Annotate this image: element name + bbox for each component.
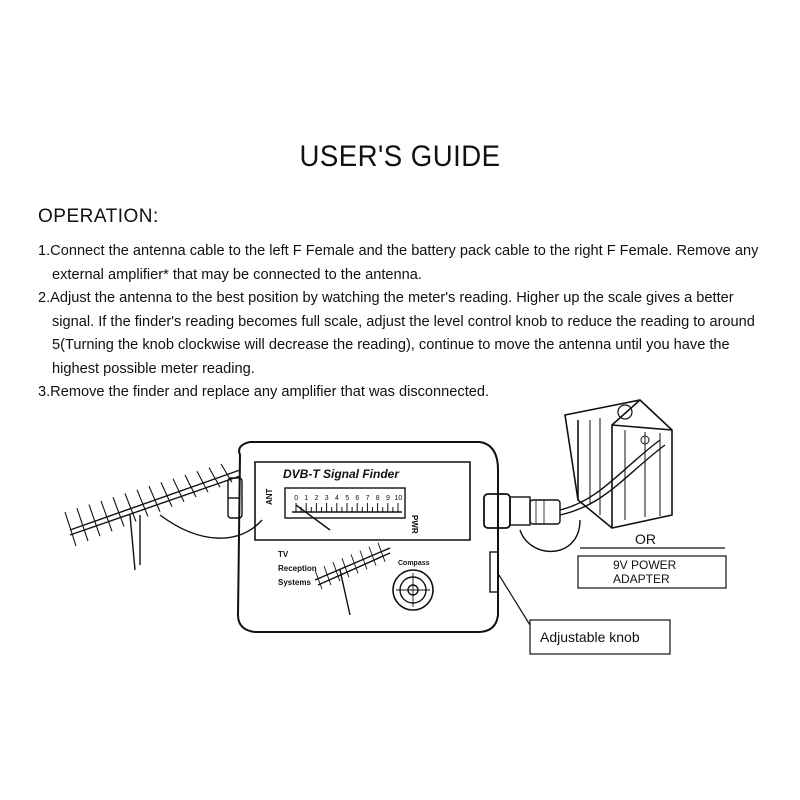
compass-label: Compass: [398, 560, 430, 567]
scale-tick-label: 4: [335, 495, 339, 502]
brand-line: TV: [278, 550, 289, 559]
instruction-step: 3.Remove the finder and replace any amplifier that was disconnected.: [38, 384, 490, 400]
scale-tick-label: 6: [355, 495, 360, 502]
pwr-label: PWR: [410, 515, 419, 534]
device-title: DVB-T Signal Finder: [283, 467, 400, 481]
scale-tick-label: 9: [386, 495, 390, 502]
section-heading: OPERATION:: [38, 206, 159, 227]
scale-tick-label: 7: [365, 495, 370, 502]
scale-tick-label: 8: [375, 495, 380, 502]
brand-line: Reception: [278, 564, 317, 573]
page-title: USER'S GUIDE: [299, 140, 501, 173]
power-adapter-line2: ADAPTER: [613, 572, 670, 586]
knob-callout-line: [499, 575, 530, 625]
antenna-drawing: [65, 464, 262, 570]
or-label: OR: [635, 531, 656, 547]
brand-line: Systems: [278, 578, 311, 587]
knob-label: Adjustable knob: [540, 629, 640, 645]
instruction-step: 2.Adjust the antenna to the best position by watching the meter's reading. Higher up the scale gives a better signal. If the finder's reading becomes full scale, adjust the level control knob to reduce the reading to around 5(Turning the knob clockwise will decrease the reading), continue to move the antenna until you have the highest possible meter reading.: [38, 290, 755, 377]
scale-tick-label: 10: [394, 495, 403, 502]
instruction-step: 1.Connect the antenna cable to the left F Female and the battery pack cable to the right F Female. Remove any external amplifier* that may be connected to the antenna.: [38, 243, 759, 283]
scale-tick-label: 0: [294, 495, 299, 502]
scale-tick-label: 3: [324, 495, 329, 502]
power-adapter-line1: 9V POWER: [613, 558, 677, 572]
ant-label: ANT: [265, 488, 274, 505]
scale-tick-label: 2: [314, 495, 319, 502]
scale-tick-label: 1: [304, 495, 309, 502]
scale-tick-label: 5: [345, 495, 350, 502]
